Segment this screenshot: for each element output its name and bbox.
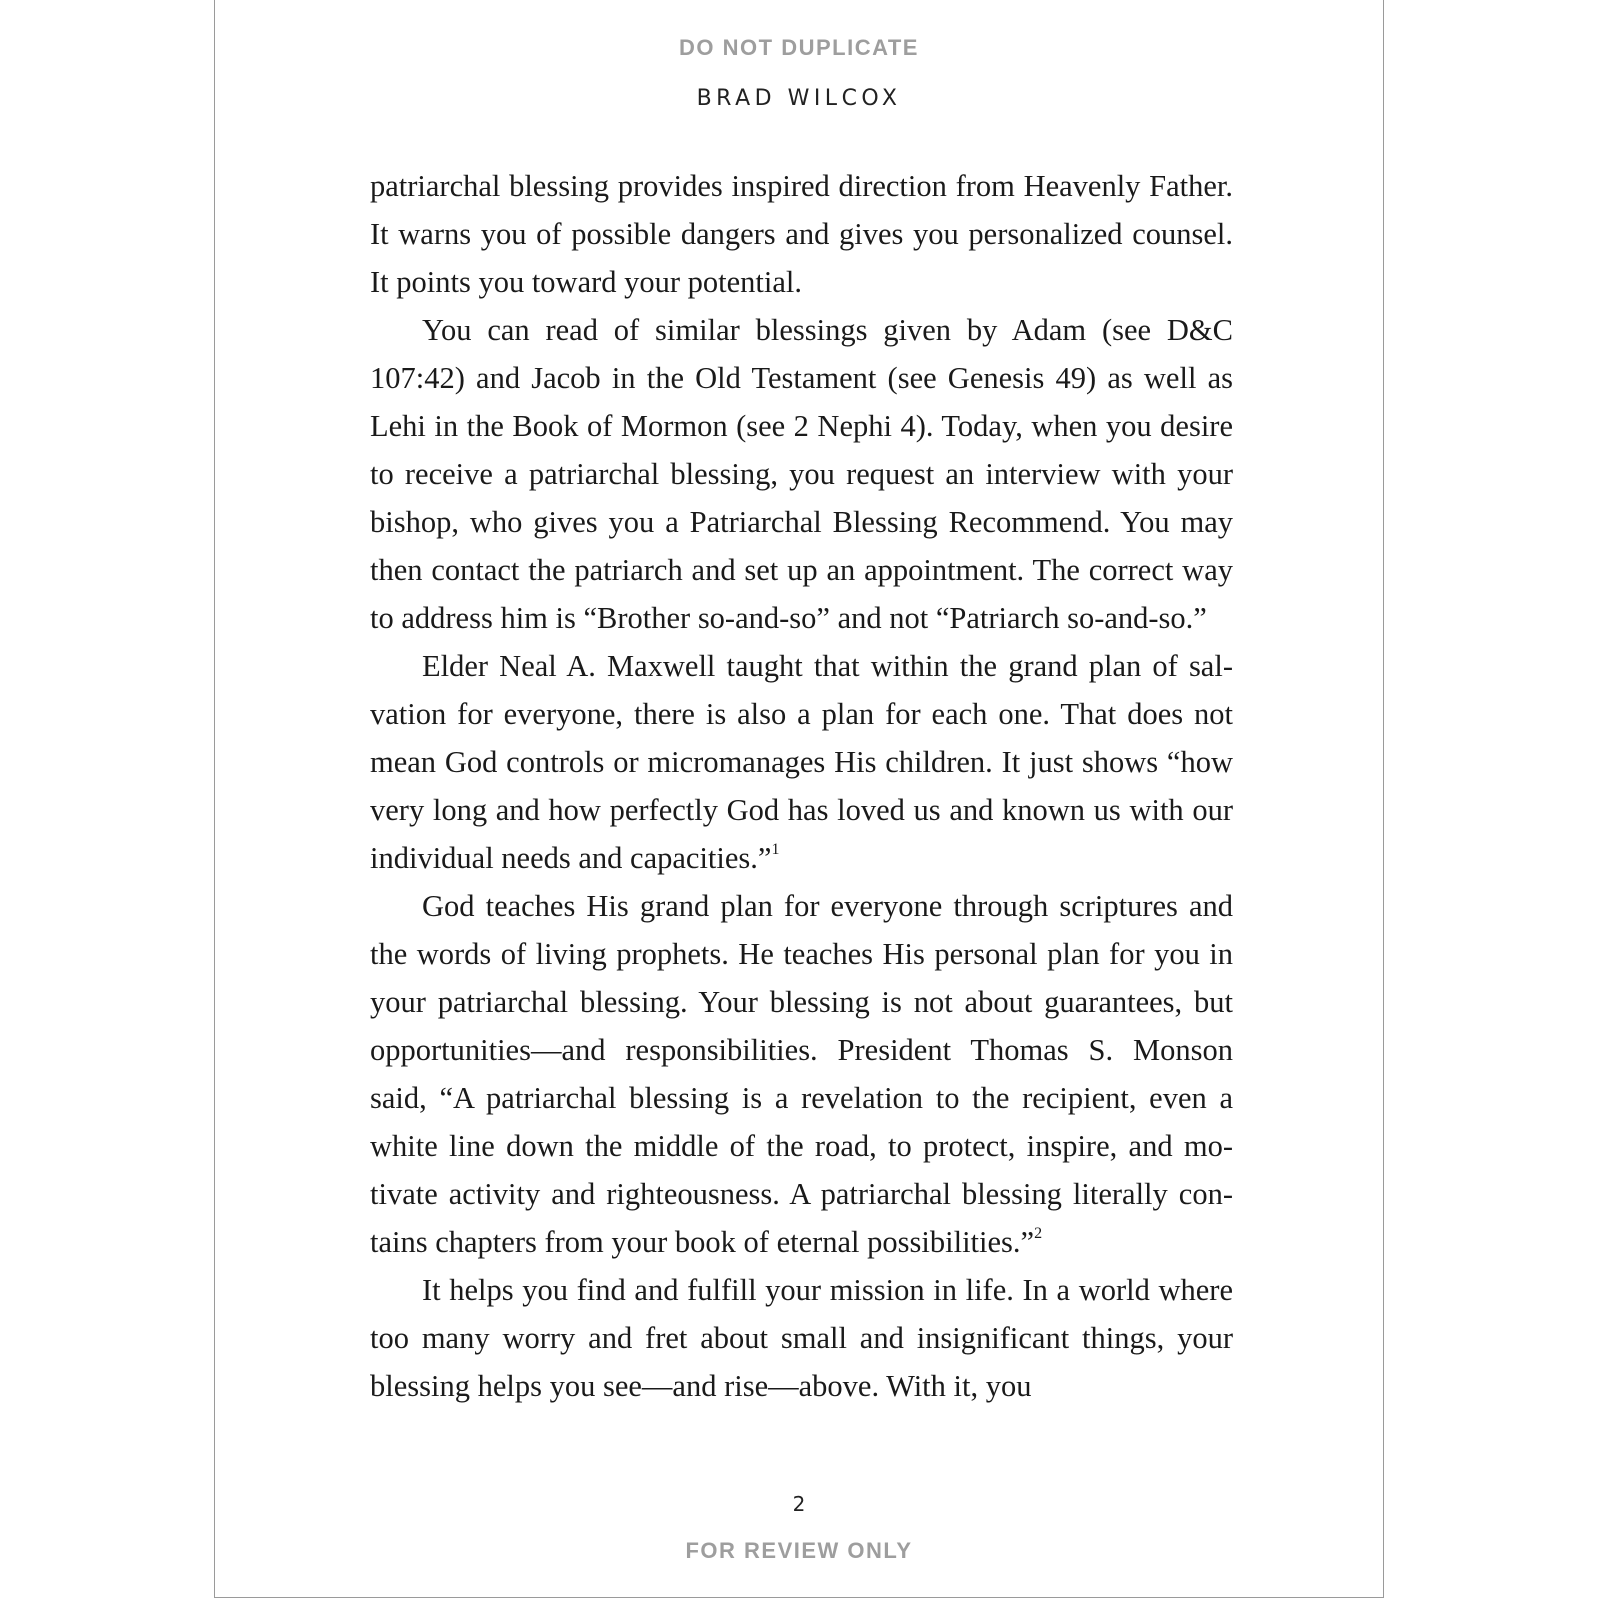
paragraph: [370, 642, 1233, 882]
book-page: [214, 0, 1384, 1598]
footnote-marker: 2: [1034, 1225, 1043, 1242]
paragraph-text: patriarchal blessing provides inspired direction from Heavenly Father. It warns you of possible dangers and gives you personalized counsel. It points you toward your potential.: [370, 169, 1233, 299]
paragraph-text: You can read of similar blessings given by Adam (see D&C 107:42) and Jacob in the Old Testament (see Genesis 49) as well as Lehi in the Book of Mormon (see 2 Nephi 4). Today, when you desire to receive a patriarchal blessing, you request an interview with your bishop, who gives you a Patriarchal Blessing Recommend. You may then contact the patriarch and set up an appointment. The correct way to address him is “Brother so-and-so” and not “Patriarch so-and-so.”: [370, 313, 1233, 635]
running-head-author: BRAD WILCOX: [696, 86, 902, 111]
for-review-only-watermark: FOR REVIEW ONLY: [685, 1538, 913, 1563]
paragraph: [370, 306, 1233, 642]
do-not-duplicate-watermark: DO NOT DUPLICATE: [679, 35, 919, 60]
body-text: [370, 162, 1233, 1410]
paragraph-text: God teaches His grand plan for everyone through scriptures and the words of living prophets. He teaches His personal plan for you in your patriarchal blessing. Your blessing is not about guarantees, but opportunities—and responsibilities. President Thomas S. Monson said, “A patriarchal blessing is a revelation to the recipient, even a white line down the middle of the road, to protect, inspire, and motivate activity and righteousness. A patriarchal blessing literally contains chapters from your book of eternal possibilities.”: [370, 889, 1233, 1259]
paragraph-text: It helps you find and fulfill your mission in life. In a world where too many worry and fret about small and insignificant things, your blessing helps you see—and rise—above. With it, you: [370, 1273, 1233, 1403]
paragraph-continued: [370, 162, 1233, 306]
footnote-marker: 1: [771, 841, 780, 858]
paragraph-text: Elder Neal A. Maxwell taught that within the grand plan of salvation for everyone, there is also a plan for each one. That does not mean God controls or micromanages His children. It just shows “how very long and how perfectly God has loved us and known us with our individual needs and capacities.”: [370, 649, 1233, 875]
page-number: 2: [792, 1492, 806, 1516]
paragraph: [370, 882, 1233, 1266]
paragraph: [370, 1266, 1233, 1410]
